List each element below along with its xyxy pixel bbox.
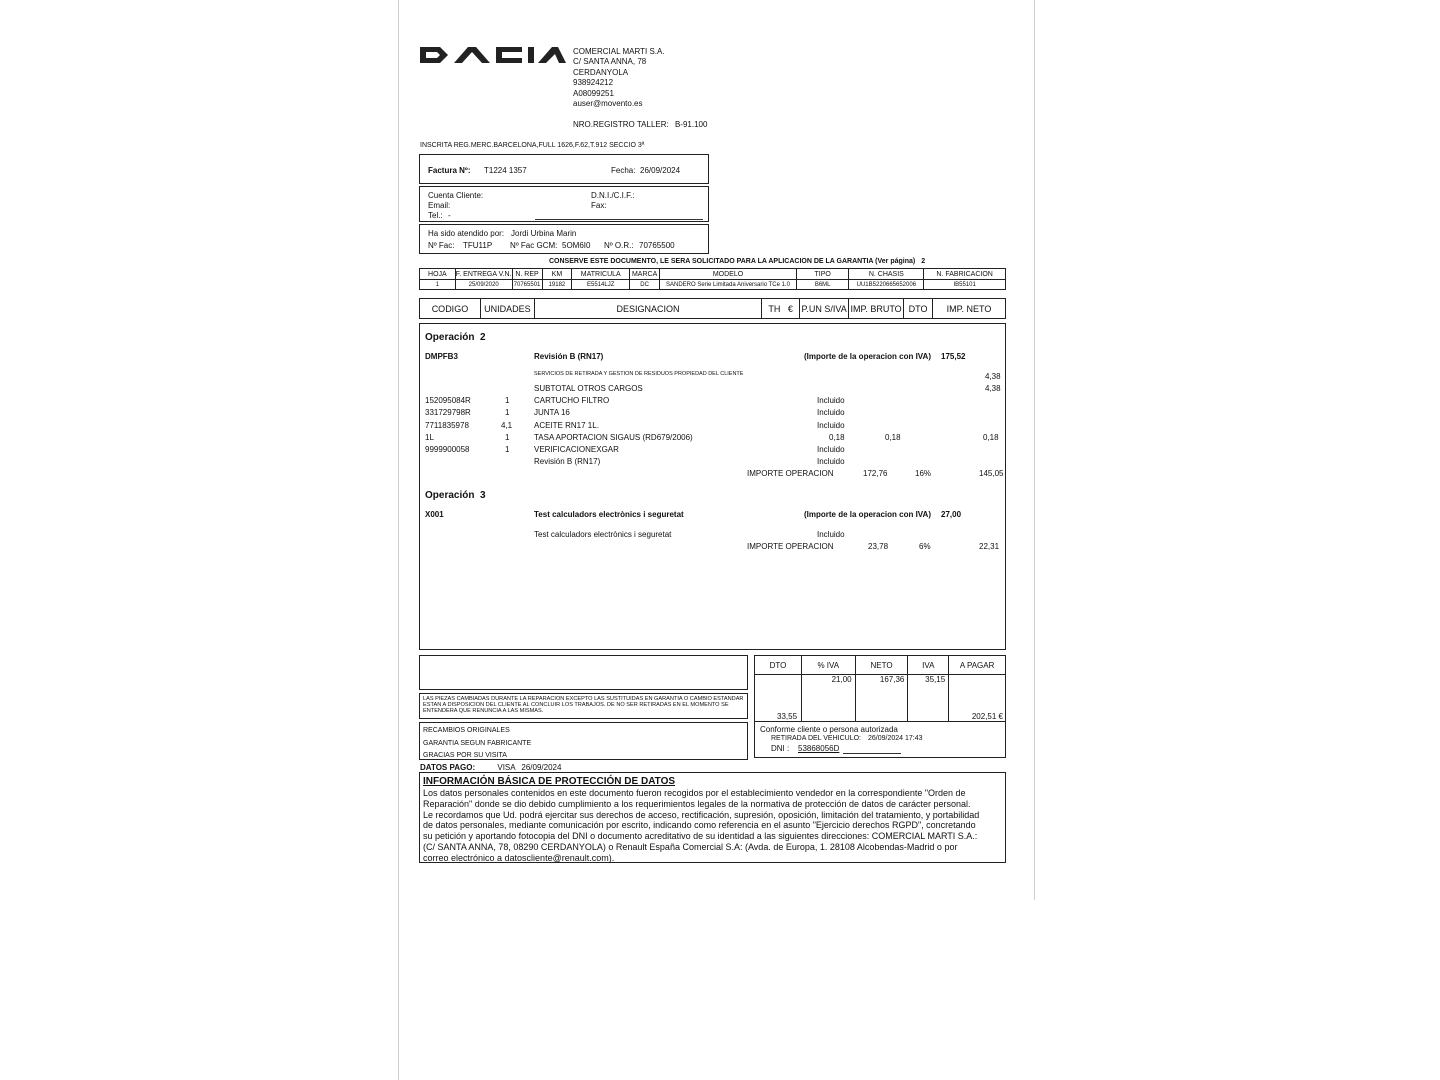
op-total: 175,52 [941, 352, 966, 361]
vehicle-header: MARCA [630, 269, 660, 280]
company-phone: 938924212 [573, 78, 614, 88]
fax-label: Fax: [591, 201, 607, 210]
operation-2-title [425, 332, 486, 343]
op-title-text: Operación [425, 332, 475, 343]
totals-table [754, 655, 1006, 722]
line-units: 1 [505, 433, 510, 442]
vehicle-value: E5514LJZ [572, 280, 630, 290]
dni-label: DNI : [771, 744, 790, 753]
privacy-text [423, 788, 979, 864]
nfac-label: Nº Fac: [428, 241, 455, 250]
invoice-number: T1224 1357 [484, 166, 527, 175]
totals-header: DTO [755, 656, 802, 675]
registry-value: B-91.100 [674, 120, 708, 129]
line-pun: 0,18 [829, 433, 845, 442]
payment-method: VISA [497, 763, 516, 772]
registry [573, 120, 707, 129]
importe-dto: 6% [919, 542, 931, 551]
vehicle-value: IB55101 [924, 280, 1006, 290]
importe-bruto: 23,78 [868, 542, 889, 551]
privacy-box [419, 772, 1006, 863]
inscription: INSCRITA REG.MERC.BARCELONA,FULL 1626,F.62,T.912 SECCIO 3ª [420, 142, 645, 149]
op-total: 27,00 [941, 510, 962, 519]
vehicle-header: MATRICULA [572, 269, 630, 280]
vehicle-value-row [420, 280, 1006, 290]
importe-neto: 145,05 [979, 469, 1004, 478]
vehicle-header: TIPO [796, 269, 849, 280]
lines-header [419, 298, 1006, 319]
line-pun: Incluido [817, 457, 845, 466]
retirada-value: 26/09/2024 17:43 [868, 735, 923, 742]
conformity-box [754, 721, 1006, 758]
vehicle-header: F. ENTREGA V.N. [455, 270, 512, 278]
op-total-label: (Importe de la operacion con IVA) [804, 510, 931, 519]
attended-label: Ha sido atendido por: [428, 229, 505, 238]
totals-header: % IVA [801, 656, 855, 675]
line-pun: Incluido [817, 530, 845, 539]
payment-date: 26/09/2024 [521, 763, 562, 772]
col-th [762, 299, 800, 319]
note: GRACIAS POR SU VISITA [423, 752, 507, 759]
vehicle-value: UU1B5220665652006 [849, 280, 924, 290]
tel-value: - [448, 211, 451, 220]
invoice-number-label: Factura Nº: [428, 166, 471, 175]
company-address: C/ SANTA ANNA, 78 [573, 57, 647, 67]
vehicle-value: B6ML [796, 280, 849, 290]
totals-a-pagar: 202,51 € [949, 675, 1006, 722]
totals-header: IVA [908, 656, 949, 675]
line-neto: 4,38 [985, 384, 1001, 393]
line-desc: SERVICIOS DE RETIRADA Y GESTION DE RESIDUOS PROPIEDAD DEL CLIENTE [534, 371, 744, 377]
dni-label: D.N.I./C.I.F.: [591, 191, 635, 200]
nfac-value: TFU11P [463, 241, 493, 250]
privacy-line: su petición y aportando fotocopia del DNI o documento acreditativo de su identidad a las siguientes direcciones: COMERCIAL MARTI S.A.: [423, 831, 978, 842]
col-codigo: CODIGO [420, 299, 481, 319]
customer-box [419, 186, 709, 222]
line-code: 7711835978 [425, 421, 469, 430]
line-code: 1L [425, 433, 434, 442]
account-label: Cuenta Cliente: [428, 191, 484, 200]
privacy-line: (C/ SANTA ANNA, 78, 08290 CERDANYOLA) o Renault España Comercial S.A: (Avda. de Europa, 1. 28108 Alcobendas-Madrid o por [423, 841, 958, 852]
invoice-box [419, 154, 709, 184]
email-label: Email: [428, 201, 451, 210]
notes-box [419, 722, 748, 760]
op-number: 2 [480, 332, 486, 343]
col-euro: € [787, 303, 793, 314]
importe-neto: 22,31 [979, 542, 1000, 551]
tel-label: Tel.: [428, 211, 443, 220]
vehicle-header: N. REP [512, 269, 542, 280]
line-pun: Incluido [817, 421, 845, 430]
totals-neto: 167,36 [855, 675, 908, 722]
note: GARANTIA SEGUN FABRICANTE [423, 740, 532, 747]
signature-line [843, 753, 901, 754]
privacy-line: de datos personales, mediante comunicación por escrito, indicando como referencia en el asunto "Ejercicio derechos RGPD", concretando [423, 820, 976, 831]
vehicle-header: MODELO [660, 269, 797, 280]
col-dto: DTO [904, 299, 933, 319]
vehicle-header: N. FABRICACION [924, 269, 1006, 280]
col-bruto: IMP. BRUTO [849, 299, 904, 319]
importe-bruto: 172,76 [863, 469, 888, 478]
vehicle-value: 1 [420, 280, 456, 290]
op-code: DMPFB3 [425, 352, 458, 361]
gcm-value: 5OM6I0 [562, 241, 591, 250]
line-desc: VERIFICACIONEXGAR [534, 445, 619, 454]
importe-label: IMPORTE OPERACION [747, 469, 834, 478]
privacy-line: Le recordamos que Ud. podrá ejercitar sus derechos de acceso, rectificación, supresión, oposición, limitación del tratamiento, y portabilidad [423, 809, 980, 820]
totals-header: NETO [855, 656, 908, 675]
vehicle-header: KM [542, 269, 572, 280]
company-name: COMERCIAL MARTI S.A. [573, 47, 665, 56]
op-total-label: (Importe de la operacion con IVA) [804, 352, 931, 361]
vehicle-header: N. CHASIS [849, 269, 924, 280]
line-units: 1 [505, 445, 510, 454]
line-desc: Test calculadors electrònics i seguretat [534, 530, 672, 539]
line-pun: Incluido [817, 396, 845, 405]
privacy-line: correo electrónico a datoscliente@renault.com). [423, 852, 615, 863]
vehicle-header: HOJA [420, 269, 456, 280]
note: RECAMBIOS ORIGINALES [423, 727, 510, 734]
op-name: Revisión B (RN17) [534, 352, 604, 361]
line-units: 1 [505, 396, 510, 405]
lines-body [419, 323, 1006, 650]
page-right-edge [1034, 0, 1035, 900]
registry-label: NRO.REGISTRO TALLER: [573, 120, 669, 129]
vehicle-header-row [420, 269, 1006, 280]
line-desc: SUBTOTAL OTROS CARGOS [534, 384, 643, 393]
col-designacion: DESIGNACION [534, 299, 761, 319]
vehicle-value: SANDERO Serie Limitada Aniversario TCe 1.0 [660, 280, 797, 290]
col-unidades: UNIDADES [480, 299, 534, 319]
col-pun: P.UN S/IVA [800, 299, 849, 319]
notice-text: CONSERVE ESTE DOCUMENTO, LE SERA SOLICITADO PARA LA APLICACION DE LA GARANTIA (Ver página) [549, 258, 916, 265]
vehicle-value: DC [630, 280, 660, 290]
line-pun: Incluido [817, 445, 845, 454]
col-neto: IMP. NETO [933, 299, 1006, 319]
privacy-title: INFORMACIÓN BÁSICA DE PROTECCIÓN DE DATOS [423, 776, 676, 787]
company-cif: A08099251 [573, 88, 614, 98]
line-pun: Incluido [817, 408, 845, 417]
line-code: 152095084R [425, 396, 471, 405]
gcm-label: Nº Fac GCM: [510, 241, 558, 250]
col-th-label: TH [768, 303, 781, 314]
vehicle-table [419, 268, 1006, 290]
op-number: 3 [480, 490, 486, 501]
totals-iva: 35,15 [908, 675, 949, 722]
company-email: auser@movento.es [573, 99, 643, 109]
dacia-logo [418, 44, 566, 71]
op-name: Test calculadors electrònics i seguretat [534, 510, 684, 519]
payment [420, 763, 561, 772]
op-code: X001 [425, 510, 444, 519]
attended-box [419, 224, 709, 254]
importe-dto: 16% [915, 469, 932, 478]
payment-label: DATOS PAGO: [420, 763, 476, 772]
line-units: 4,1 [501, 421, 513, 430]
operation-3-title [425, 490, 486, 501]
company-city: CERDANYOLA [573, 67, 629, 77]
invoice-date-label: Fecha: [611, 166, 636, 175]
or-value: 70765500 [639, 241, 675, 250]
line-neto: 0,18 [983, 433, 999, 442]
line-desc: JUNTA 16 [534, 408, 570, 417]
remarks-box [419, 655, 748, 690]
line-desc: CARTUCHO FILTRO [534, 396, 610, 405]
privacy-line: Reparación" donde se dio debido cumplimiento a los requerimientos legales de la normativa de protección de datos de carácter personal. [423, 798, 971, 809]
or-label: Nº O.R.: [604, 241, 634, 250]
op-title-text: Operación [425, 490, 475, 501]
underline [535, 219, 703, 220]
dni-value: 53868056D [798, 744, 840, 753]
retirada-label: RETIRADA DEL VEHICULO: [771, 735, 861, 742]
line-code: 331729798R [425, 408, 471, 417]
line-neto: 4,38 [985, 372, 1001, 381]
importe-label: IMPORTE OPERACION [747, 542, 834, 551]
vehicle-value: 25/09/2020 [455, 280, 512, 290]
dacia-logo-icon [418, 44, 566, 66]
totals-header: A PAGAR [949, 656, 1006, 675]
line-desc: TASA APORTACION SIGAUS (RD679/2006) [534, 433, 693, 442]
totals-dto: 33,55 [755, 675, 802, 722]
legal-box [419, 693, 748, 719]
conformity-title: Conforme cliente o persona autorizada [760, 725, 898, 734]
company-info [573, 47, 665, 109]
privacy-line: Los datos personales contenidos en este documento fueron recogidos por el establecimiento vendedor en la correspondiente "Orden de [423, 788, 966, 798]
legal-text: LAS PIEZAS CAMBIADAS DURANTE LA REPARACION EXCEPTO LAS SUSTITUIDAS EN GARANTIA O CAMBIO ESTANDAR ESTAN A DISPOSICION DEL CLIENTE AL CONCLUIR LOS TRABAJOS. DE NO SER RETIRADAS EN EL MOMENTO SE ENTENDERA QUE RENUNCIA A LAS MISMAS. [423, 696, 744, 714]
invoice-date: 26/09/2024 [640, 166, 681, 175]
line-desc: ACEITE RN17 1L. [534, 421, 599, 430]
vehicle-value: 70765501 [513, 281, 541, 288]
warranty-notice [549, 258, 925, 265]
page-left-edge [398, 0, 399, 1080]
notice-page: 2 [921, 258, 926, 265]
attended-name: Jordi Urbina Marin [511, 229, 577, 238]
line-code: 9999900058 [425, 445, 470, 454]
totals-pct-iva: 21,00 [801, 675, 855, 722]
line-units: 1 [505, 408, 510, 417]
line-desc: Revisión B (RN17) [534, 457, 601, 466]
line-bruto: 0,18 [885, 433, 901, 442]
vehicle-value: 19182 [542, 280, 572, 290]
